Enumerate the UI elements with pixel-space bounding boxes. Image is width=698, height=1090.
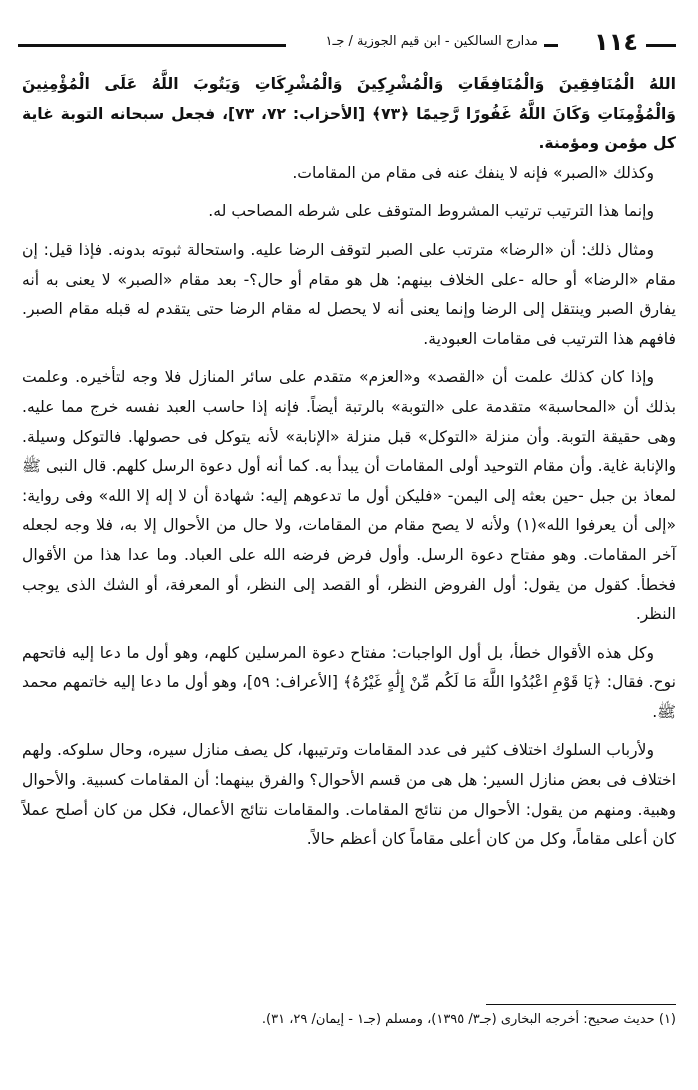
paragraph-quran-continuation: اللهُ الْمُنَافِقِينَ وَالْمُنَافِقَاتِ وَالْمُشْرِكِينَ وَالْمُشْرِكَاتِ وَيَتُوبَ اللَّهُ عَلَى الْمُؤْمِنِينَ وَالْمُؤْمِنَاتِ وَكَانَ اللَّهُ غَفُورًا رَّحِيمًا ﴿٧٣﴾ [الأحزاب: ٧٢، ٧٣]، فجعل سبحانه التوبة غاية كل مؤمن ومؤمنة. [22, 75, 676, 153]
paragraph-tarteeb: وإنما هذا الترتيب ترتيب المشروط المتوقف على شرطه المصاحب له. [208, 202, 654, 221]
footnote-rule [486, 1004, 676, 1005]
paragraph-awwal-wajibat: وكل هذه الأقوال خطأ، بل أول الواجبات: مفتاح دعوة المرسلين كلهم، وهو أول ما دعا إليه فاتحهم نوح. فقال: ﴿يَا قَوْمِ اعْبُدُوا اللَّهَ مَا لَكُم مِّنْ إِلَٰهٍ غَيْرُهُ﴾ [الأعراف: ٥٩]، وهو أول ما دعا إليه خاتمهم محمد ﷺ. [22, 643, 676, 721]
running-title: مدارج السالكين - ابن قيم الجوزية / جـ١ [325, 34, 538, 49]
header-rule [18, 44, 286, 47]
paragraph-arbab-suluk: ولأرباب السلوك اختلاف كثير فى عدد المقامات وترتيبها، كل يصف منازل سيره، وحال سلوكه. ولهم اختلاف فى بعض منازل السير: هل هى من قسم الأحوال؟ والفرق بينهما: أن المقامات كسبية. والأحوال وهبية. ومنهم من يقول: الأحوال من نتائج المقامات. والمقامات نتائج الأعمال، فكل من كان أصلح عملاً كان أعلى مقاماً، وكل من كان أعلى مقاماً كان أعظم حالاً. [22, 741, 676, 849]
header-dash-right [646, 44, 676, 47]
running-header [18, 28, 676, 62]
page-number: ١١٤ [594, 28, 638, 56]
paragraph-rida: ومثال ذلك: أن «الرضا» مترتب على الصبر لتوقف الرضا عليه. واستحالة ثبوته بدونه. فإذا قيل: إن مقام «الرضا» أو حاله -على الخلاف بينهم: هل هو مقام أو حال؟- بعد مقام «الصبر» لا يعنى به أنه يفارق الصبر وينتقل إلى الرضا وإنما يعنى أنه لا يحصل له مقام الرضا حتى يتقدم له قبله مقام الصبر. فافهم هذا الترتيب فى مقامات العبودية. [22, 240, 676, 348]
paragraph-qasd: وإذا كان كذلك علمت أن «القصد» و«العزم» متقدم على سائر المنازل فلا وجه لتأخيره. وعلمت بذلك أن «المحاسبة» متقدمة على «التوبة» بالرتبة أيضاً. فإنه إذا حاسب العبد نفسه خرج مما عليه. وهى حقيقة التوبة. وأن منزلة «التوكل» قبل منزلة «الإنابة» لأنه يتوكل فى حصولها. فالتوكل وسيلة. والإنابة غاية. وأن مقام التوحيد أولى المقامات أن يبدأ به. كما أنه أول دعوة الرسل كلهم. قال النبى ﷺ لمعاذ بن جبل -حين بعثه إلى اليمن- «فليكن أول ما تدعوهم إليه: شهادة أن لا إله إلا الله» وفى رواية: «إلى أن يعرفوا الله»(١) ولأنه لا يصح مقام من المقامات، ولا حال من الأحوال إلا به، فلا وجه لجعله آخر المقامات. وهو مفتاح دعوة الرسل. وأول فرض فرضه الله على العباد. وما عدا هذا من الأقوال فخطأ. كقول من يقول: أول الفروض النظر، أو القصد إلى النظر، أو المعرفة، أو الشك الذى يوجب النظر. [22, 368, 676, 624]
footnote: (١) حديث صحيح: أخرجه البخارى (جـ٣/ ١٣٩٥)، ومسلم (جـ١ - إيمان/ ٢٩، ٣١). [261, 1012, 676, 1027]
main-text [22, 70, 676, 855]
paragraph-sabr: وكذلك «الصبر» فإنه لا ينفك عنه فى مقام من المقامات. [292, 163, 654, 182]
header-dash-middle [544, 44, 558, 47]
